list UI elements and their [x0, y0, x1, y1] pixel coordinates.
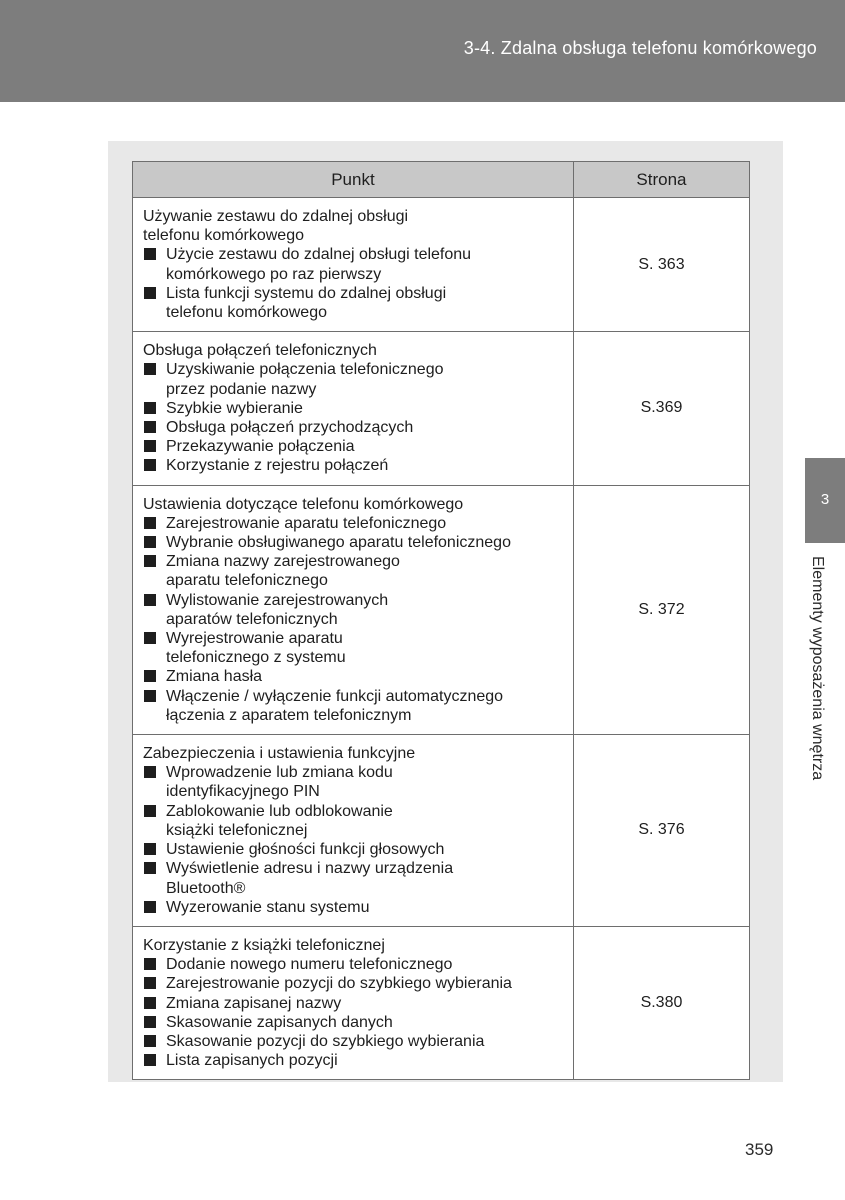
- chapter-number: 3: [820, 491, 830, 508]
- bullet-item: [143, 552, 565, 590]
- square-bullet-icon: [144, 1035, 156, 1047]
- square-bullet-icon: [144, 421, 156, 433]
- row-title-line: Używanie zestawu do zdalnej obsługi: [143, 208, 409, 225]
- bullet-line: Skasowanie pozycji do szybkiego wybierania: [166, 1032, 485, 1050]
- table-body: [133, 198, 750, 1080]
- square-bullet-icon: [144, 402, 156, 414]
- header-item: Punkt: [133, 162, 574, 198]
- bullet-line: identyfikacyjnego PIN: [166, 783, 320, 801]
- table-row: [133, 926, 750, 1079]
- square-bullet-icon: [144, 363, 156, 375]
- bullet-line: telefonicznego z systemu: [166, 649, 346, 667]
- bullet-text: [166, 859, 453, 897]
- square-bullet-icon: [144, 690, 156, 702]
- bullet-line: Wyświetlenie adresu i nazwy urządzenia: [166, 860, 454, 878]
- bullet-item: [143, 1051, 565, 1070]
- bullet-line: Wylistowanie zarejestrowanych: [166, 591, 389, 609]
- page-number: 359: [745, 1140, 774, 1159]
- bullet-line: Obsługa połączeń przychodzących: [166, 419, 414, 437]
- bullet-text: [166, 1051, 338, 1070]
- table-row: [133, 198, 750, 332]
- bullet-item: [143, 994, 565, 1013]
- square-bullet-icon: [144, 805, 156, 817]
- bullet-item: [143, 533, 565, 552]
- bullet-line: Zarejestrowanie aparatu telefonicznego: [166, 514, 447, 532]
- bullet-item: [143, 399, 565, 418]
- bullet-line: Wprowadzenie lub zmiana kodu: [166, 764, 393, 782]
- bullet-line: Zarejestrowanie pozycji do szybkiego wybierania: [166, 975, 512, 993]
- bullet-text: [166, 994, 341, 1013]
- row-description: [133, 332, 574, 485]
- table-row: [133, 332, 750, 485]
- row-page-ref: S. 363: [573, 198, 749, 332]
- bullet-text: [166, 840, 444, 859]
- bullet-text: [166, 763, 393, 801]
- bullet-line: Lista funkcji systemu do zdalnej obsługi: [166, 284, 447, 302]
- bullet-line: komórkowego po raz pierwszy: [166, 265, 382, 283]
- section-title: 3-4. Zdalna obsługa telefonu komórkowego: [463, 38, 817, 58]
- bullet-item: [143, 1013, 565, 1032]
- square-bullet-icon: [144, 862, 156, 874]
- bullet-text: [166, 898, 370, 917]
- square-bullet-icon: [144, 287, 156, 299]
- table-header-row: [133, 162, 750, 198]
- row-page-ref: S. 372: [573, 485, 749, 734]
- bullet-item: [143, 1032, 565, 1051]
- bullet-text: [166, 514, 446, 533]
- bullet-text: [166, 552, 400, 590]
- square-bullet-icon: [144, 440, 156, 452]
- bullet-line: Uzyskiwanie połączenia telefonicznego: [166, 361, 444, 379]
- bullet-text: [166, 284, 446, 322]
- bullet-item: [143, 840, 565, 859]
- bullet-line: Dodanie nowego numeru telefonicznego: [166, 956, 453, 974]
- square-bullet-icon: [144, 632, 156, 644]
- square-bullet-icon: [144, 997, 156, 1009]
- bullet-item: [143, 360, 565, 398]
- bullet-text: [166, 687, 503, 725]
- bullet-item: [143, 802, 565, 840]
- bullet-text: [166, 533, 511, 552]
- table-row: [133, 735, 750, 927]
- header-bar: [0, 0, 845, 102]
- square-bullet-icon: [144, 536, 156, 548]
- bullet-item: [143, 418, 565, 437]
- table-row: [133, 485, 750, 734]
- bullet-line: Wyrejestrowanie aparatu: [166, 630, 343, 648]
- square-bullet-icon: [144, 977, 156, 989]
- bullet-line: Zmiana hasła: [166, 668, 263, 686]
- bullet-item: [143, 284, 565, 322]
- square-bullet-icon: [144, 459, 156, 471]
- bullet-item: [143, 629, 565, 667]
- bullet-line: Włączenie / wyłączenie funkcji automatycznego: [166, 687, 504, 705]
- bullet-item: [143, 667, 565, 686]
- bullet-line: aparatu telefonicznego: [166, 572, 328, 590]
- bullet-item: [143, 245, 565, 283]
- bullet-line: Przekazywanie połączenia: [166, 438, 355, 456]
- bullet-line: Skasowanie zapisanych danych: [166, 1013, 393, 1031]
- bullet-item: [143, 859, 565, 897]
- bullet-text: [166, 667, 262, 686]
- bullet-text: [166, 418, 413, 437]
- square-bullet-icon: [144, 594, 156, 606]
- row-title-line: Zabezpieczenia i ustawienia funkcyjne: [143, 745, 416, 763]
- square-bullet-icon: [144, 517, 156, 529]
- row-description: [133, 485, 574, 734]
- bullet-text: [166, 399, 303, 418]
- row-description: [133, 926, 574, 1079]
- bullet-item: [143, 591, 565, 629]
- row-description: [133, 198, 574, 332]
- row-title-line: telefonu komórkowego: [143, 227, 304, 245]
- bullet-text: [166, 629, 346, 667]
- square-bullet-icon: [144, 248, 156, 260]
- bullet-item: [143, 955, 565, 974]
- row-title-line: Obsługa połączeń telefonicznych: [143, 342, 377, 360]
- bullet-item: [143, 898, 565, 917]
- bullet-text: [166, 974, 512, 993]
- bullet-text: [166, 360, 444, 398]
- bullet-item: [143, 687, 565, 725]
- bullet-line: łączenia z aparatem telefonicznym: [166, 706, 412, 724]
- bullet-item: [143, 456, 565, 475]
- bullet-line: Zmiana nazwy zarejestrowanego: [166, 553, 400, 571]
- bullet-text: [166, 591, 388, 629]
- bullet-text: [166, 245, 471, 283]
- bullet-item: [143, 763, 565, 801]
- bullet-line: Lista zapisanych pozycji: [166, 1052, 338, 1070]
- square-bullet-icon: [144, 670, 156, 682]
- row-description: [133, 735, 574, 927]
- square-bullet-icon: [144, 555, 156, 567]
- square-bullet-icon: [144, 766, 156, 778]
- bullet-line: Szybkie wybieranie: [166, 399, 303, 417]
- contents-table: [132, 161, 750, 1080]
- bullet-item: [143, 437, 565, 456]
- bullet-line: Wybranie obsługiwanego aparatu telefonicznego: [166, 534, 511, 552]
- bullet-line: książki telefonicznej: [166, 821, 308, 839]
- row-page-ref: S.380: [573, 926, 749, 1079]
- bullet-line: Wyzerowanie stanu systemu: [166, 898, 370, 916]
- bullet-text: [166, 955, 452, 974]
- row-title-line: Ustawienia dotyczące telefonu komórkowego: [143, 495, 464, 513]
- square-bullet-icon: [144, 1016, 156, 1028]
- bullet-line: przez podanie nazwy: [166, 380, 317, 398]
- bullet-text: [166, 1032, 484, 1051]
- bullet-text: [166, 456, 388, 475]
- bullet-line: Korzystanie z rejestru połączeń: [166, 457, 389, 475]
- square-bullet-icon: [144, 901, 156, 913]
- bullet-text: [166, 802, 393, 840]
- row-title-line: Korzystanie z książki telefonicznej: [143, 936, 385, 954]
- square-bullet-icon: [144, 1054, 156, 1066]
- bullet-item: [143, 974, 565, 993]
- bullet-line: Zmiana zapisanej nazwy: [166, 994, 342, 1012]
- bullet-item: [143, 514, 565, 533]
- bullet-line: Ustawienie głośności funkcji głosowych: [166, 841, 445, 859]
- square-bullet-icon: [144, 843, 156, 855]
- bullet-line: telefonu komórkowego: [166, 304, 327, 322]
- bullet-line: Zablokowanie lub odblokowanie: [166, 802, 393, 820]
- row-page-ref: S. 376: [573, 735, 749, 927]
- bullet-line: aparatów telefonicznych: [166, 610, 338, 628]
- header-page: Strona: [573, 162, 749, 198]
- bullet-line: Bluetooth®: [166, 879, 246, 897]
- bullet-text: [166, 437, 355, 456]
- chapter-tab: [805, 458, 845, 543]
- square-bullet-icon: [144, 958, 156, 970]
- chapter-label: Elementy wyposażenia wnętrza: [809, 556, 826, 781]
- bullet-text: [166, 1013, 393, 1032]
- row-page-ref: S.369: [573, 332, 749, 485]
- bullet-line: Użycie zestawu do zdalnej obsługi telefonu: [166, 246, 472, 264]
